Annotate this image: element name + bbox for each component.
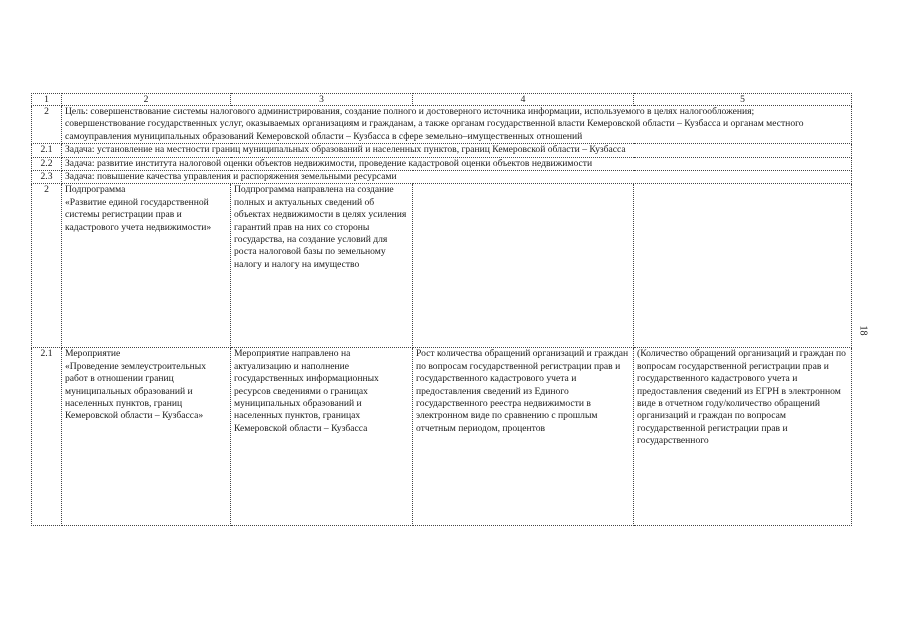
activity-name: Мероприятие «Проведение землеустроительных работ в отношении границ муниципальных образований и населенных пунктов, границ Кемеровской области – Кузбасса» xyxy=(62,348,231,526)
header-cell: 2 xyxy=(62,94,231,106)
subprogram-indicator xyxy=(413,184,634,348)
activity-indicator: Рост количества обращений организаций и граждан по вопросам государственной регистрации прав и государственного кадастрового учета и предоставления сведений из Единого государственного реестра недвижимости в электронном виде по сравнению с прошлым отчетным периодом, процентов xyxy=(413,348,634,526)
page-number: 18 xyxy=(857,325,869,336)
task-text: Задача: повышение качества управления и распоряжения земельными ресурсами xyxy=(62,171,852,184)
header-cell: 1 xyxy=(32,94,62,106)
row-number: 2.1 xyxy=(32,348,62,526)
indicators-table xyxy=(31,93,852,526)
activity-formula: (Количество обращений организаций и граждан по вопросам государственной регистрации прав и государственного кадастрового учета и предоставления сведений из ЕГРН в электронном виде в отчетном году/количество обращений организаций и граждан по вопросам государственной регистрации прав и государственного xyxy=(634,348,852,526)
goal-row xyxy=(32,106,852,144)
goal-text: Цель: совершенствование системы налогового администрирования, создание полного и достоверного источника информации, используемого в целях налогообложения; совершенствование государственных услуг, оказываемых организациям и гражданам, а также органам государственной власти Кемеровской области – Кузбасса и органам местного самоуправления муниципальных образований Кемеровской области – Кузбасса в сфере земельно–имущественных отношений xyxy=(62,106,852,144)
row-number: 2.2 xyxy=(32,157,62,170)
header-cell: 4 xyxy=(413,94,634,106)
header-cell: 3 xyxy=(231,94,413,106)
subprogram-description: Подпрограмма направлена на создание полных и актуальных сведений об объектах недвижимости в целях усиления гарантий прав на них со стороны государства, на создание условий для роста налоговой базы по земельному налогу и налогу на имущество xyxy=(231,184,413,348)
row-number: 2 xyxy=(32,106,62,144)
row-number: 2.3 xyxy=(32,171,62,184)
table-header-row xyxy=(32,94,852,106)
row-number: 2.1 xyxy=(32,144,62,157)
task-text: Задача: установление на местности границ муниципальных образований и населенных пунктов, границ Кемеровской области – Кузбасса xyxy=(62,144,852,157)
task-row xyxy=(32,171,852,184)
subprogram-name: Подпрограмма «Развитие единой государственной системы регистрации прав и кадастрового учета недвижимости» xyxy=(62,184,231,348)
activity-row xyxy=(32,348,852,526)
task-row xyxy=(32,157,852,170)
activity-description: Мероприятие направлено на актуализацию и наполнение государственных информационных ресурсов сведениями о границах муниципальных образований и населенных пунктов, границах Кемеровской области – Кузбасса xyxy=(231,348,413,526)
row-number: 2 xyxy=(32,184,62,348)
header-cell: 5 xyxy=(634,94,852,106)
task-row xyxy=(32,144,852,157)
subprogram-row xyxy=(32,184,852,348)
task-text: Задача: развитие института налоговой оценки объектов недвижимости, проведение кадастровой оценки объектов недвижимости xyxy=(62,157,852,170)
subprogram-formula xyxy=(634,184,852,348)
